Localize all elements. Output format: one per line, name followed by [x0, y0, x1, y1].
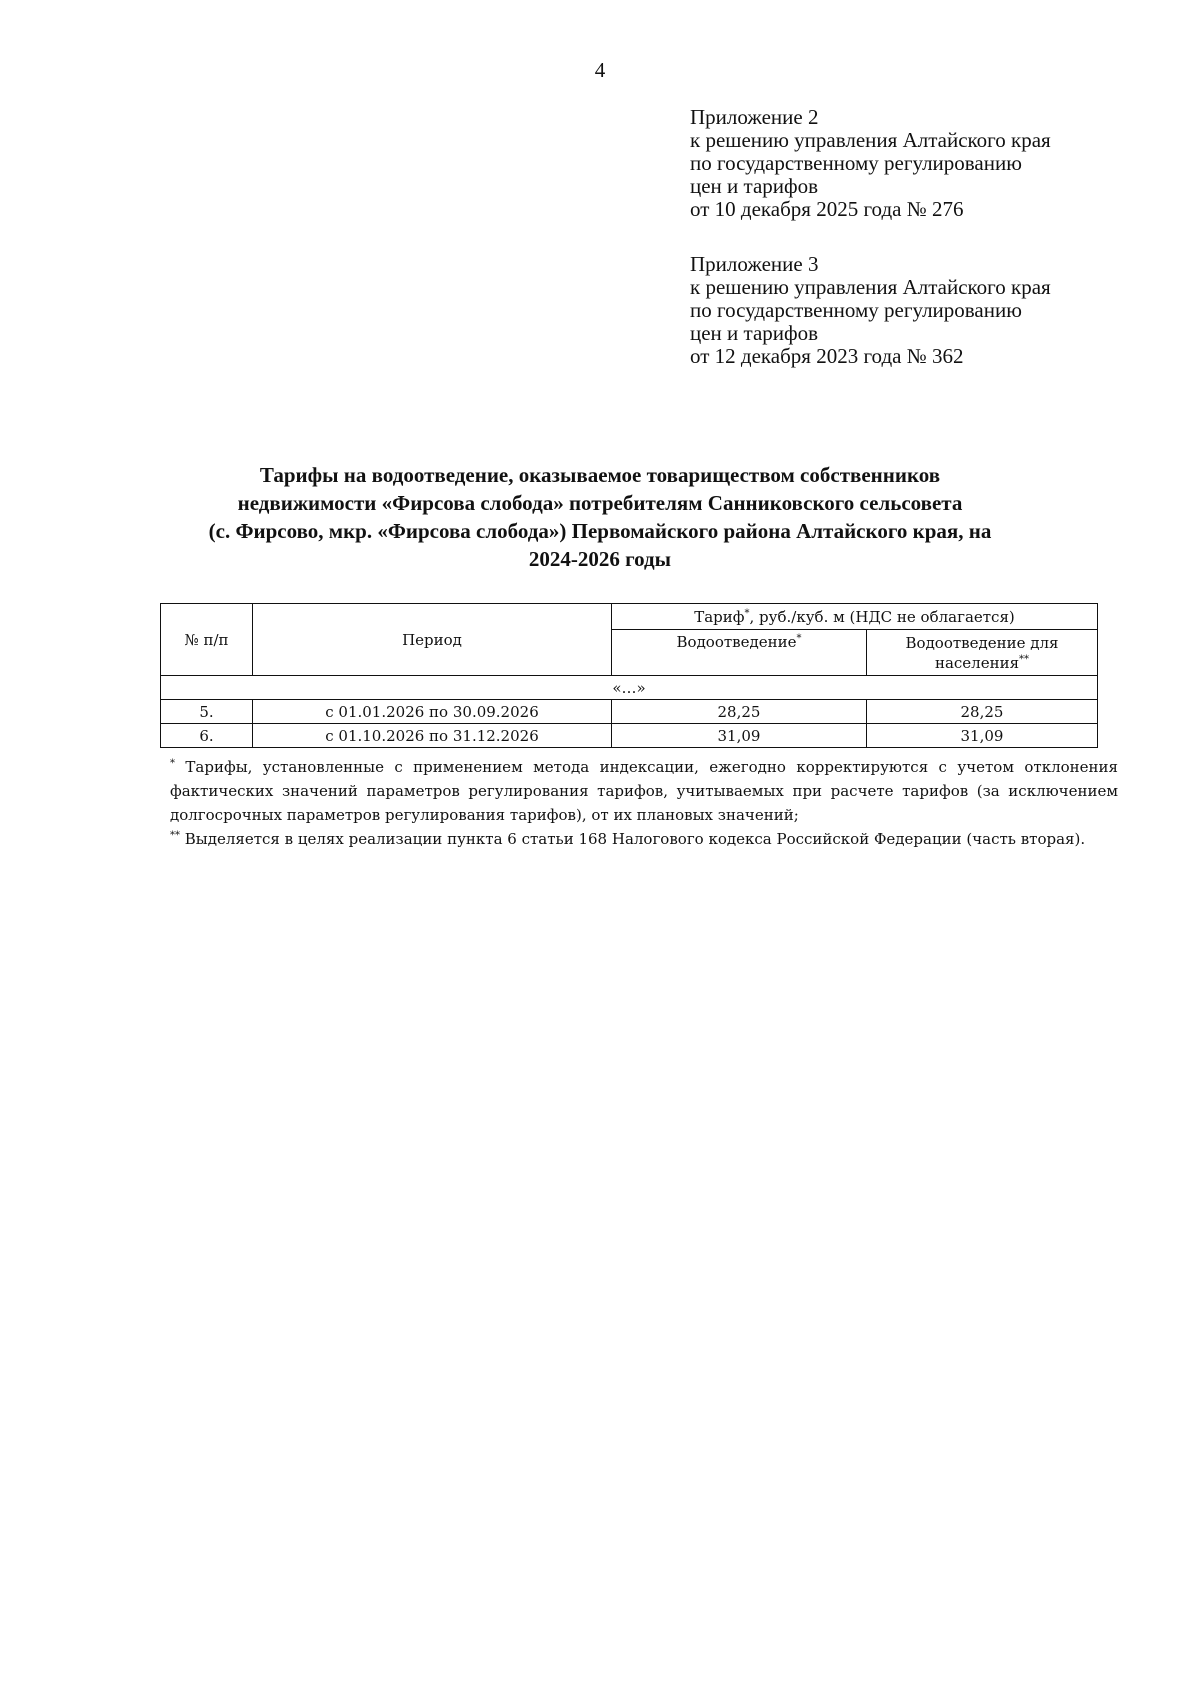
- cell-num: 5.: [161, 700, 253, 724]
- footnote-text: Выделяется в целях реализации пункта 6 статьи 168 Налогового кодекса Российской Федерации (часть вторая).: [180, 830, 1086, 848]
- footnotes: [170, 755, 1118, 851]
- header-population: Водоотведение для населения**: [867, 630, 1098, 676]
- appendix-line: по государственному регулированию: [690, 298, 1022, 322]
- footnote-mark: *: [170, 758, 175, 769]
- appendix-line: от 12 декабря 2023 года № 362: [690, 344, 964, 368]
- header-num: № п/п: [161, 604, 253, 676]
- header-tariff: Тариф*, руб./куб. м (НДС не облагается): [612, 604, 1098, 630]
- table-ellipsis-row: [161, 676, 1098, 700]
- cell-period: с 01.01.2026 по 30.09.2026: [253, 700, 612, 724]
- footnote: [170, 827, 1118, 851]
- appendix-line: к решению управления Алтайского края: [690, 128, 1051, 152]
- header-period: Период: [253, 604, 612, 676]
- table-header-row: [161, 604, 1098, 630]
- footnote: [170, 755, 1118, 827]
- tariff-table: [160, 603, 1098, 748]
- appendix-line: цен и тарифов: [690, 321, 819, 345]
- appendix-line: к решению управления Алтайского края: [690, 275, 1051, 299]
- header-water: Водоотведение*: [612, 630, 867, 676]
- table-row: [161, 700, 1098, 724]
- cell-num: 6.: [161, 724, 253, 748]
- cell-water: 28,25: [612, 700, 867, 724]
- cell-water: 31,09: [612, 724, 867, 748]
- title-line: (с. Фирсово, мкр. «Фирсова слобода») Первомайского района Алтайского края, на: [208, 519, 992, 543]
- ellipsis-cell: «…»: [161, 676, 1098, 700]
- table-row: [161, 724, 1098, 748]
- appendix-2-header: [690, 106, 1051, 221]
- appendix-line: от 10 декабря 2025 года № 276: [690, 197, 964, 221]
- appendix-title: Приложение 2: [690, 105, 819, 129]
- footnote-text: Тарифы, установленные с применением метода индексации, ежегодно корректируются с учетом отклонения фактических значений параметров регулирования тарифов, учитываемых при расчете тарифов (за исключением долгосрочных параметров регулирования тарифов), от их плановых значений;: [170, 758, 1118, 824]
- appendix-line: цен и тарифов: [690, 174, 819, 198]
- appendix-line: по государственному регулированию: [690, 151, 1022, 175]
- cell-population: 31,09: [867, 724, 1098, 748]
- appendix-title: Приложение 3: [690, 252, 819, 276]
- appendix-3-header: [690, 253, 1051, 368]
- document-title: [130, 461, 1070, 573]
- page-number: 4: [594, 58, 606, 82]
- title-line: Тарифы на водоотведение, оказываемое товариществом собственников: [259, 463, 941, 487]
- cell-population: 28,25: [867, 700, 1098, 724]
- cell-period: с 01.10.2026 по 31.12.2026: [253, 724, 612, 748]
- title-line: недвижимости «Фирсова слобода» потребителям Санниковского сельсовета: [237, 491, 963, 515]
- title-line: 2024-2026 годы: [528, 547, 672, 571]
- footnote-mark: **: [170, 830, 180, 841]
